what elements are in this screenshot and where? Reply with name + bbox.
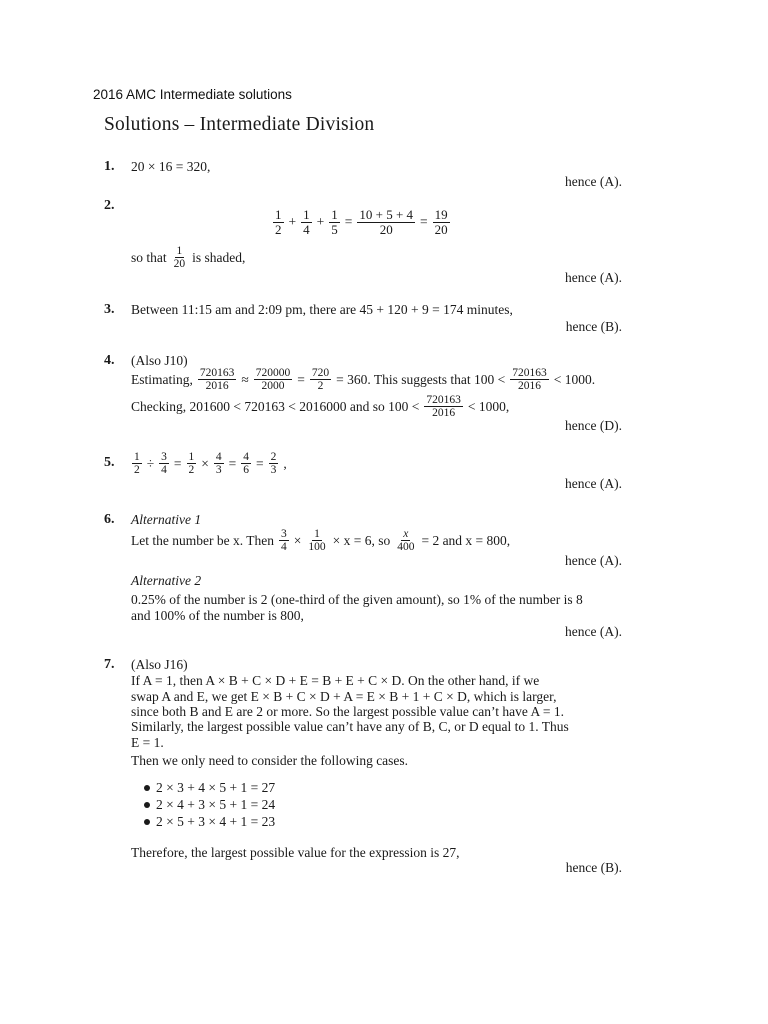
q4-number: 4. bbox=[104, 353, 115, 368]
q7-line-6: Then we only need to consider the following cases. bbox=[131, 753, 409, 768]
list-item: 2 × 3 + 4 × 5 + 1 = 27 bbox=[142, 779, 275, 796]
q3-answer: hence (B). bbox=[565, 319, 622, 334]
q6-alt2-line-2: and 100% of the number is 800, bbox=[131, 608, 304, 623]
q3-number: 3. bbox=[104, 302, 115, 317]
q7-conclusion: Therefore, the largest possible value for the expression is 27, bbox=[131, 845, 460, 860]
q6-alternative-1: Alternative 1 bbox=[131, 512, 202, 527]
q5-number: 5. bbox=[104, 455, 115, 470]
page-title: Solutions – Intermediate Division bbox=[104, 114, 375, 135]
q1-answer: hence (A). bbox=[565, 174, 622, 189]
q5-answer: hence (A). bbox=[565, 476, 622, 491]
q2-answer: hence (A). bbox=[565, 270, 622, 285]
q2-frac-4: $\frac{10 + 5 + 4}{20}$ bbox=[359, 207, 414, 237]
q7-number: 7. bbox=[104, 657, 115, 672]
q7-line-5: E = 1. bbox=[131, 735, 164, 750]
q2-equation: $\frac{1}{2}$ + $\frac{1}{4}$ + $\frac{1}{5}$ = $\frac{10 + 5 + 4}{20}$ = $\frac{19}{20}$ bbox=[275, 207, 448, 237]
q4-estimating-line: Estimating, $\frac{720163}{2016}$ ≈ $\frac{720000}{2000}$ = $\frac{720}{2}$ = 360. This suggests that 100 < $\frac{720163}{2016}$ < 1000. bbox=[131, 367, 596, 393]
q4-answer: hence (D). bbox=[565, 418, 622, 433]
q2-frac-5: $\frac{19}{20}$ bbox=[434, 207, 448, 237]
q4-also: (Also J10) bbox=[131, 353, 188, 368]
q6-alt1-line: Let the number be x. Then $\frac{3}{4}$ × $\frac{1}{100}$ × x = 6, so $\frac{x}{400}$ = 2 and x = 800, bbox=[131, 528, 511, 554]
q6-alt1-answer: hence (A). bbox=[565, 553, 622, 568]
q2-frac-3: $\frac{1}{5}$ bbox=[331, 207, 338, 237]
q7-cases-list bbox=[142, 779, 275, 830]
q2-number: 2. bbox=[104, 198, 115, 213]
q3-text: Between 11:15 am and 2:09 pm, there are 45 + 120 + 9 = 174 minutes, bbox=[131, 302, 513, 317]
q1-number: 1. bbox=[104, 159, 115, 174]
q6-alt2-line-1: 0.25% of the number is 2 (one-third of the given amount), so 1% of the number is 8 bbox=[131, 592, 583, 607]
q2-shaded-line: so that $\frac{1}{20}$ is shaded, bbox=[131, 245, 246, 271]
q5-equation: $\frac{1}{2}$ ÷ $\frac{3}{4}$ = $\frac{1}{2}$ × $\frac{4}{3}$ = $\frac{4}{6}$ = $\frac{2}{3}$ , bbox=[134, 451, 287, 477]
q7-also: (Also J16) bbox=[131, 657, 188, 672]
q6-number: 6. bbox=[104, 512, 115, 527]
q7-answer: hence (B). bbox=[565, 860, 622, 875]
list-item: 2 × 5 + 3 × 4 + 1 = 23 bbox=[142, 813, 275, 830]
q1-text: 20 × 16 = 320, bbox=[131, 159, 211, 174]
list-item: 2 × 4 + 3 × 5 + 1 = 24 bbox=[142, 796, 275, 813]
q6-alt2-answer: hence (A). bbox=[565, 624, 622, 639]
q4-checking-line: Checking, 201600 < 720163 < 2016000 and so 100 < $\frac{720163}{2016}$ < 1000, bbox=[131, 394, 510, 420]
q7-line-2: swap A and E, we get E × B + C × D + A = E × B + 1 + C × D, which is larger, bbox=[131, 689, 557, 704]
q2-frac-1: $\frac{1}{2}$ bbox=[275, 207, 282, 237]
q7-line-4: Similarly, the largest possible value can’t have any of B, C, or D equal to 1. Thus bbox=[131, 719, 569, 734]
q7-line-3: since both B and E are 2 or more. So the largest possible value can’t have A = 1. bbox=[131, 704, 565, 719]
q2-frac-2: $\frac{1}{4}$ bbox=[303, 207, 310, 237]
q7-line-1: If A = 1, then A × B + C × D + E = B + E + C × D. On the other hand, if we bbox=[131, 673, 540, 688]
document-header: 2016 AMC Intermediate solutions bbox=[93, 87, 292, 102]
q6-alternative-2: Alternative 2 bbox=[131, 573, 202, 588]
q2-shaded-frac: $\frac{1}{20}$ bbox=[173, 245, 186, 271]
